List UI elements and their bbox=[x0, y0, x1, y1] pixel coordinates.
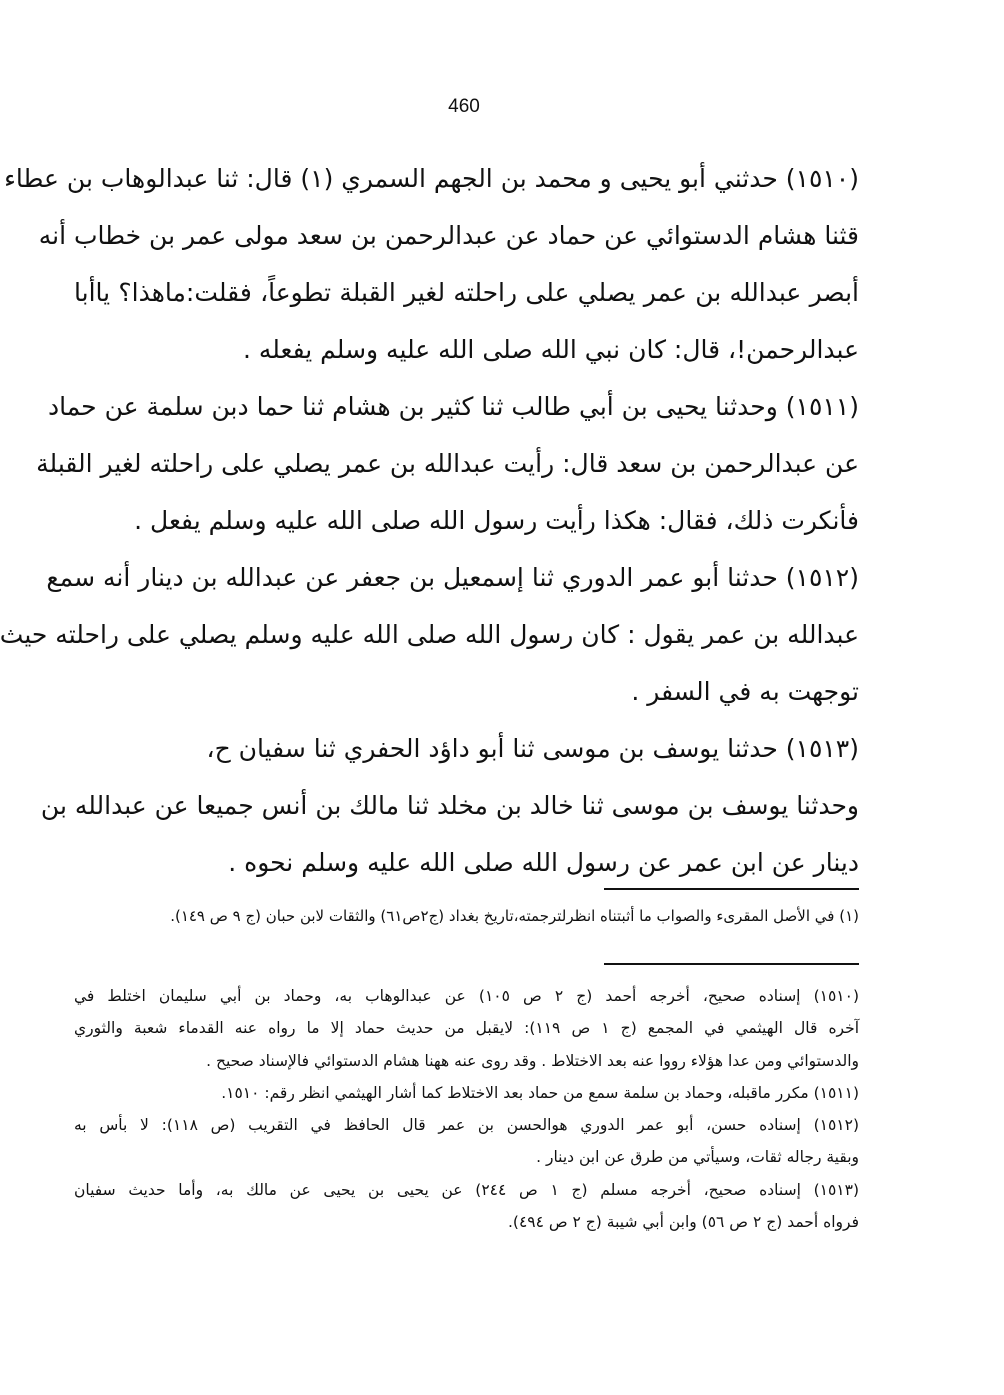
note-line: وبقية رجاله ثقات، وسيأتي من طرق عن ابن دينار . bbox=[536, 1148, 859, 1167]
main-line: قثنا هشام الدستوائي عن حماد عن عبدالرحمن بن سعد مولى عمر بن خطاب أنه bbox=[38, 221, 859, 250]
main-line: عبدالرحمن!، قال: كان نبي الله صلى الله عليه وسلم يفعله . bbox=[242, 335, 859, 364]
main-line: توجهت به في السفر . bbox=[631, 677, 859, 706]
main-line: (١٥١٢) حدثنا أبو عمر الدوري ثنا إسمعيل بن جعفر عن عبدالله بن دينار أنه سمع bbox=[46, 563, 859, 592]
main-line: أبصر عبدالله بن عمر يصلي على راحلته لغير القبلة تطوعاً، فقلت:ماهذا؟ ياأبا bbox=[74, 278, 859, 307]
note-line: (١٥١٢) إسناده حسن، أبو عمر الدوري هوالحسن بن عمر قال الحافظ في التقريب (ص ١١٨): لا بأس به bbox=[74, 1116, 859, 1135]
commentary-notes bbox=[74, 980, 859, 1238]
main-line: عن عبدالرحمن بن سعد قال: رأيت عبدالله بن عمر يصلي على راحلته لغير القبلة bbox=[36, 449, 859, 478]
note-line: (١٥١١) مكرر ماقبله، وحماد بن سلمة سمع من حماد بعد الاختلاط كما أشار الهيثمي انظر رقم: ١٥١٠. bbox=[221, 1083, 859, 1102]
main-line: وحدثنا يوسف بن موسى ثنا خالد بن مخلد ثنا مالك بن أنس جميعا عن عبدالله بن bbox=[40, 791, 859, 820]
page-number: 460 bbox=[448, 96, 480, 117]
main-text bbox=[0, 150, 859, 891]
notes-divider bbox=[604, 963, 859, 965]
footnote: (١) في الأصل المقرىء والصواب ما أثبتناه انظرلترجمته،تاريخ بغداد (ج٢ص٦١) والثقات لابن حبان (ج ٩ ص ١٤٩). bbox=[170, 907, 859, 925]
main-line: (١٥١٣) حدثنا يوسف بن موسى ثنا أبو داؤد الحفري ثنا سفيان ح، bbox=[206, 734, 859, 763]
main-line: (١٥١١) وحدثنا يحيى بن أبي طالب ثنا كثير بن هشام ثنا حما دبن سلمة عن حماد bbox=[47, 392, 859, 421]
note-line: والدستوائي ومن عدا هؤلاء رووا عنه بعد الاختلاط . وقد روى عنه ههنا هشام الدستوائي فالإسناد صحيح . bbox=[206, 1051, 859, 1070]
footnote-divider bbox=[604, 888, 859, 890]
main-line: دينار عن ابن عمر عن رسول الله صلى الله عليه وسلم نحوه . bbox=[228, 848, 859, 877]
note-line: (١٥١٣) إسناده صحيح، أخرجه مسلم (ج ١ ص ٢٤٤) عن يحيى بن يحيى عن مالك به، وأما حديث سفيان bbox=[74, 1180, 860, 1199]
note-line: آخره قال الهيثمي في المجمع (ج ١ ص ١١٩): لايقبل من حديث حماد إلا ما رواه عنه القدماء شعبة والثوري bbox=[74, 1019, 859, 1038]
main-line: (١٥١٠) حدثني أبو يحيى و محمد بن الجهم السمري (١) قال: ثنا عبدالوهاب بن عطاء bbox=[4, 164, 859, 193]
note-line: (١٥١٠) إسناده صحيح، أخرجه أحمد (ج ٢ ص ١٠٥) عن عبدالوهاب به، وحماد بن أبي سليمان اختلط في bbox=[74, 987, 859, 1005]
main-line: فأنكرت ذلك، فقال: هكذا رأيت رسول الله صلى الله عليه وسلم يفعل . bbox=[134, 506, 859, 535]
main-line: عبدالله بن عمر يقول : كان رسول الله صلى الله عليه وسلم يصلي على راحلته حيث bbox=[0, 620, 859, 649]
note-line: فرواه أحمد (ج ٢ ص ٥٦) وابن أبي شيبة (ج ٢ ص ٤٩٤). bbox=[507, 1213, 859, 1232]
